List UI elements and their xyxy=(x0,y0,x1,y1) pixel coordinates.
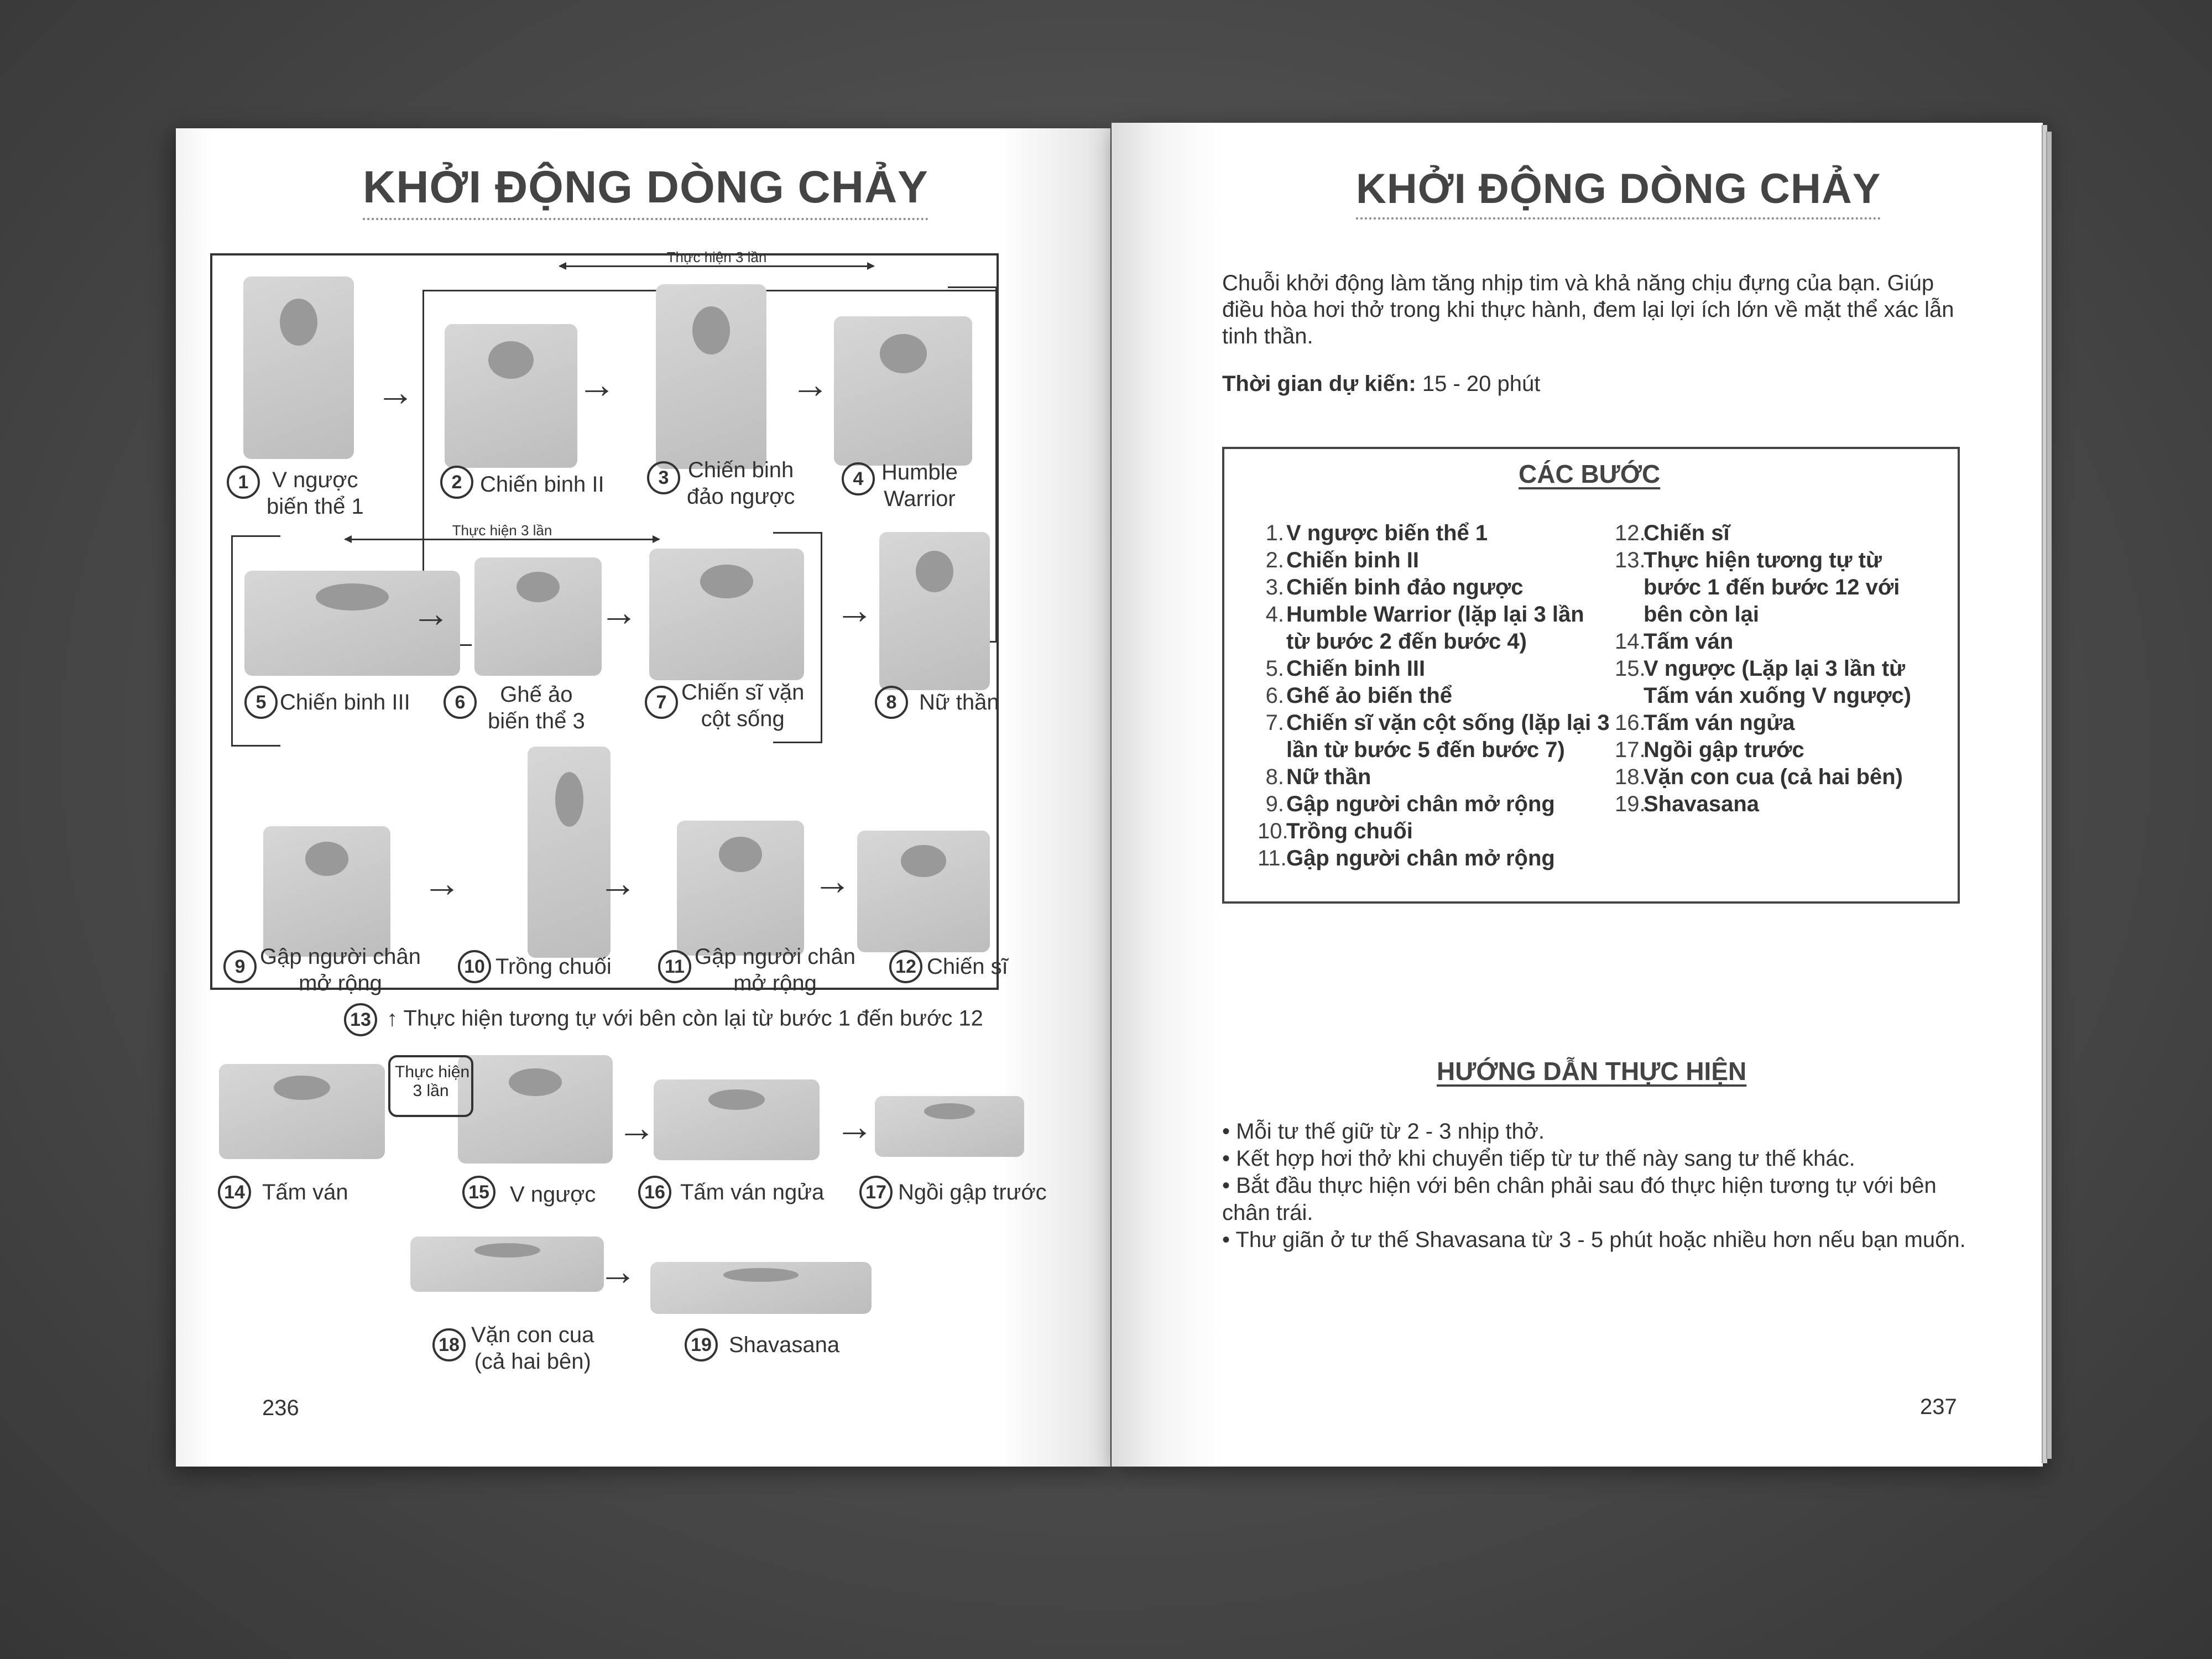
list-item: 17. Ngồi gập trước xyxy=(1615,738,1804,762)
pose-name: V ngược biến thể 1 xyxy=(267,468,364,519)
step-number-badge: 4 xyxy=(842,462,875,495)
steps-list-col1 xyxy=(1258,520,1611,872)
double-arrow-icon xyxy=(345,539,659,540)
pose-photo-10 xyxy=(528,747,611,958)
step-13-note xyxy=(344,1003,983,1036)
page-number-left: 236 xyxy=(262,1396,299,1420)
step-number-badge: 10 xyxy=(458,950,491,983)
pose-photo-18 xyxy=(410,1237,604,1292)
left-page-title: KHỞI ĐỘNG DÒNG CHẢY xyxy=(363,161,928,220)
step-number-badge: 19 xyxy=(685,1328,718,1361)
repeat-indicator-row1 xyxy=(560,249,874,271)
repeat-indicator-row2 xyxy=(345,522,659,544)
arrow-icon: → xyxy=(598,862,637,905)
pose-name: Gập người chân mở rộng xyxy=(260,945,421,995)
pose-photo-14 xyxy=(219,1064,385,1159)
list-item: • Bắt đầu thực hiện với bên chân phải sau đó thực hiện tương tự với bên chân trái. xyxy=(1222,1172,1974,1227)
steps-title: CÁC BƯỚC xyxy=(1519,460,1661,488)
pose-photo-7 xyxy=(649,549,804,680)
step-number-badge: 1 xyxy=(227,466,260,499)
arrow-icon: → xyxy=(617,1106,656,1149)
duration-value: 15 - 20 phút xyxy=(1422,372,1541,396)
list-item: 4. Humble Warrior (lặp lại 3 lần từ bước 2 đến bước 4) xyxy=(1265,602,1584,654)
list-item: 16. Tấm ván ngửa xyxy=(1615,711,1795,735)
pose-name: Humble Warrior xyxy=(881,460,958,511)
list-item: 19. Shavasana xyxy=(1615,792,1760,816)
guide-title: HƯỚNG DẪN THỰC HIỆN xyxy=(1437,1057,1747,1086)
list-item: • Thư giãn ở tư thế Shavasana từ 3 - 5 phút hoặc nhiều hơn nếu bạn muốn. xyxy=(1222,1227,1974,1254)
arrow-icon: → xyxy=(376,371,415,414)
duration xyxy=(1222,372,1540,397)
list-item: 1. V ngược biến thể 1 xyxy=(1265,521,1488,545)
pose-name: Chiến sĩ xyxy=(927,954,1008,979)
step-number-badge: 13 xyxy=(344,1003,377,1036)
step-number-badge: 11 xyxy=(658,950,691,983)
pose-photo-4 xyxy=(834,316,972,466)
pose-photo-6 xyxy=(474,557,602,676)
up-arrow-icon: ↑ xyxy=(387,1006,398,1031)
list-item: 2. Chiến binh II xyxy=(1265,548,1419,572)
pose-name: Chiến sĩ vặn cột sống xyxy=(681,680,805,731)
pose-name: Tấm ván ngửa xyxy=(680,1180,825,1204)
pose-photo-2 xyxy=(445,324,577,468)
pose-photo-12 xyxy=(857,831,990,952)
pose-name: Ghế ảo biến thể 3 xyxy=(488,682,585,733)
step-number-badge: 7 xyxy=(645,686,678,719)
repeat-label: Thực hiện 3 lần xyxy=(666,249,767,265)
steps-list-col2 xyxy=(1615,520,1936,818)
pose-name: V ngược xyxy=(510,1182,596,1207)
pose-photo-11 xyxy=(677,821,804,956)
pose-name: Gập người chân mở rộng xyxy=(695,945,855,995)
pose-photo-1 xyxy=(243,276,354,459)
list-item: 10. Trồng chuối xyxy=(1258,819,1413,843)
step-number-badge: 12 xyxy=(889,950,922,983)
step-13-text: Thực hiện tương tự với bên còn lại từ bước 1 đến bước 12 xyxy=(403,1006,983,1031)
pose-name: Chiến binh III xyxy=(280,690,410,714)
arrow-icon: → xyxy=(813,859,852,902)
guide-list xyxy=(1222,1118,1974,1254)
list-item: 7. Chiến sĩ vặn cột sống (lặp lại 3 lần từ bước 5 đến bước 7) xyxy=(1265,711,1610,762)
step-number-badge: 15 xyxy=(462,1176,495,1209)
arrow-icon: → xyxy=(599,591,638,634)
step-number-badge: 5 xyxy=(244,686,278,719)
arrow-icon: → xyxy=(791,363,830,406)
step-number-badge: 8 xyxy=(875,686,908,719)
pose-name: Nữ thần xyxy=(919,690,999,714)
double-arrow-icon xyxy=(560,265,874,267)
pose-name: Tấm ván xyxy=(262,1180,348,1204)
list-item: 11. Gập người chân mở rộng xyxy=(1258,846,1555,870)
step-number-badge: 9 xyxy=(223,950,257,983)
pose-photo-9 xyxy=(263,826,390,957)
list-item: 13. Thực hiện tương tự từ bước 1 đến bước 12 với bên còn lại xyxy=(1615,548,1900,627)
pose-name: Chiến binh II xyxy=(480,472,604,497)
page-number-right: 237 xyxy=(1920,1395,1957,1419)
step-number-badge: 17 xyxy=(859,1176,893,1209)
pose-name: Trồng chuối xyxy=(495,954,612,979)
left-page xyxy=(176,128,1110,1467)
cycle-repeat-indicator xyxy=(388,1055,473,1117)
pose-name: Vặn con cua (cả hai bên) xyxy=(471,1323,594,1374)
pose-photo-15 xyxy=(458,1055,613,1164)
list-item: 14. Tấm ván xyxy=(1615,629,1734,654)
arrow-icon: → xyxy=(835,1105,874,1148)
step-number-badge: 16 xyxy=(638,1176,671,1209)
pose-name: Chiến binh đảo ngược xyxy=(687,458,795,509)
list-item: 3. Chiến binh đảo ngược xyxy=(1265,575,1524,599)
step-number-badge: 3 xyxy=(647,461,680,494)
repeat-label: Thực hiện 3 lần xyxy=(452,522,552,539)
arrow-icon: → xyxy=(422,862,461,905)
list-item: 12. Chiến sĩ xyxy=(1615,521,1730,545)
arrow-icon: → xyxy=(598,1250,637,1293)
step-number-badge: 14 xyxy=(218,1176,251,1209)
right-page-title: KHỞI ĐỘNG DÒNG CHẢY xyxy=(1356,165,1881,220)
pose-photo-3 xyxy=(656,284,766,469)
list-item: 9. Gập người chân mở rộng xyxy=(1265,792,1555,816)
duration-label: Thời gian dự kiến: xyxy=(1222,372,1416,396)
pose-photo-19 xyxy=(650,1262,872,1314)
pose-name: Shavasana xyxy=(729,1333,840,1357)
list-item: 6. Ghế ảo biến thể xyxy=(1265,684,1453,708)
right-page xyxy=(1112,123,2043,1467)
intro-paragraph: Chuỗi khởi động làm tăng nhịp tim và khả năng chịu đựng của bạn. Giúp điều hòa hơi thở trong khi thực hành, đem lại lợi ích lớn về mặt thể xác lẫn tinh thần. xyxy=(1222,271,1954,348)
arrow-icon: → xyxy=(411,592,450,635)
pose-photo-17 xyxy=(875,1096,1024,1157)
list-item: 15. V ngược (Lặp lại 3 lần từ Tấm ván xuống V ngược) xyxy=(1615,656,1912,708)
pose-name: Ngồi gập trước xyxy=(898,1180,1047,1204)
cycle-label: Thực hiện 3 lần xyxy=(395,1063,470,1100)
list-item: • Kết hợp hơi thở khi chuyển tiếp từ tư thế này sang tư thế khác. xyxy=(1222,1145,1974,1172)
step-number-badge: 6 xyxy=(444,686,477,719)
list-item: • Mỗi tư thế giữ từ 2 - 3 nhịp thở. xyxy=(1222,1118,1974,1145)
step-number-badge: 18 xyxy=(432,1328,466,1361)
arrow-icon: → xyxy=(577,363,616,406)
page-edge xyxy=(2046,132,2052,1459)
arrow-icon: → xyxy=(835,588,874,632)
list-item: 8. Nữ thần xyxy=(1265,765,1371,789)
step-number-badge: 2 xyxy=(440,466,473,499)
list-item: 5. Chiến binh III xyxy=(1265,656,1426,681)
pose-photo-8 xyxy=(879,532,990,690)
pose-photo-16 xyxy=(654,1079,820,1160)
list-item: 18. Vặn con cua (cả hai bên) xyxy=(1615,765,1903,789)
